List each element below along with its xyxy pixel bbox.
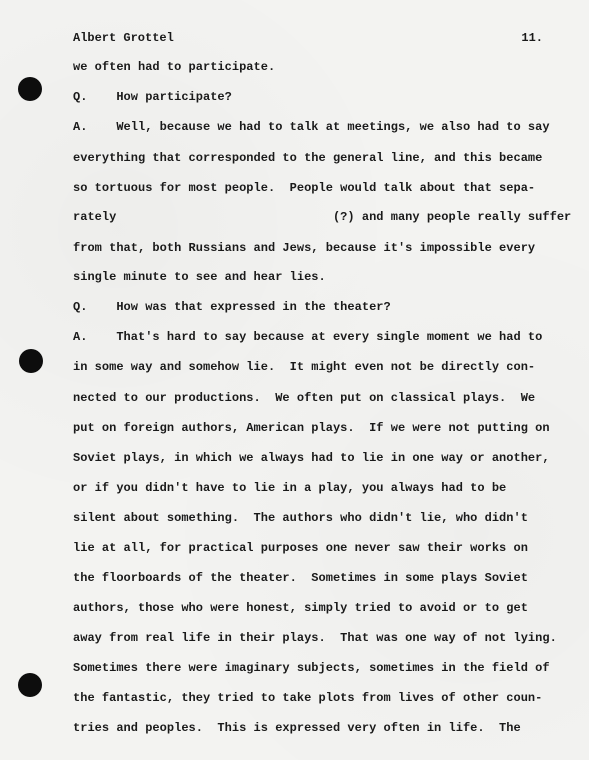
text-line: rately (?) and many people really suffer xyxy=(73,210,572,224)
text-line: single minute to see and hear lies. xyxy=(73,270,326,284)
text-line: tries and peoples. This is expressed very often in life. The xyxy=(73,721,521,735)
text-line: from that, both Russians and Jews, because it's impossible every xyxy=(73,241,536,255)
text-line: put on foreign authors, American plays. If we were not putting on xyxy=(73,421,550,435)
text-line: Q. How participate? xyxy=(73,90,232,104)
text-line: A. Well, because we had to talk at meetings, we also had to say xyxy=(73,120,550,134)
text-line: away from real life in their plays. That was one way of not lying. xyxy=(73,631,557,645)
punch-hole-middle xyxy=(19,349,43,373)
text-line: authors, those who were honest, simply tried to avoid or to get xyxy=(73,601,528,615)
punch-hole-top xyxy=(18,77,42,101)
text-line: everything that corresponded to the general line, and this became xyxy=(73,151,543,165)
punch-hole-bottom xyxy=(18,673,42,697)
text-line: we often had to participate. xyxy=(73,60,276,74)
text-line: the fantastic, they tried to take plots from lives of other coun- xyxy=(73,691,543,705)
page-header xyxy=(73,28,543,48)
text-line: silent about something. The authors who didn't lie, who didn't xyxy=(73,511,528,525)
page-number: 11. xyxy=(521,31,543,45)
text-line: Q. How was that expressed in the theater? xyxy=(73,300,391,314)
text-line: Soviet plays, in which we always had to lie in one way or another, xyxy=(73,451,550,465)
interviewee-name: Albert Grottel xyxy=(73,31,174,45)
text-line: or if you didn't have to lie in a play, you always had to be xyxy=(73,481,507,495)
text-line: the floorboards of the theater. Sometimes in some plays Soviet xyxy=(73,571,528,585)
text-line: lie at all, for practical purposes one never saw their works on xyxy=(73,541,528,555)
text-line: nected to our productions. We often put on classical plays. We xyxy=(73,391,536,405)
text-line: A. That's hard to say because at every single moment we had to xyxy=(73,330,543,344)
text-line: so tortuous for most people. People would talk about that sepa- xyxy=(73,181,536,195)
text-line: Sometimes there were imaginary subjects, sometimes in the field of xyxy=(73,661,550,675)
text-line: in some way and somehow lie. It might even not be directly con- xyxy=(73,360,536,374)
